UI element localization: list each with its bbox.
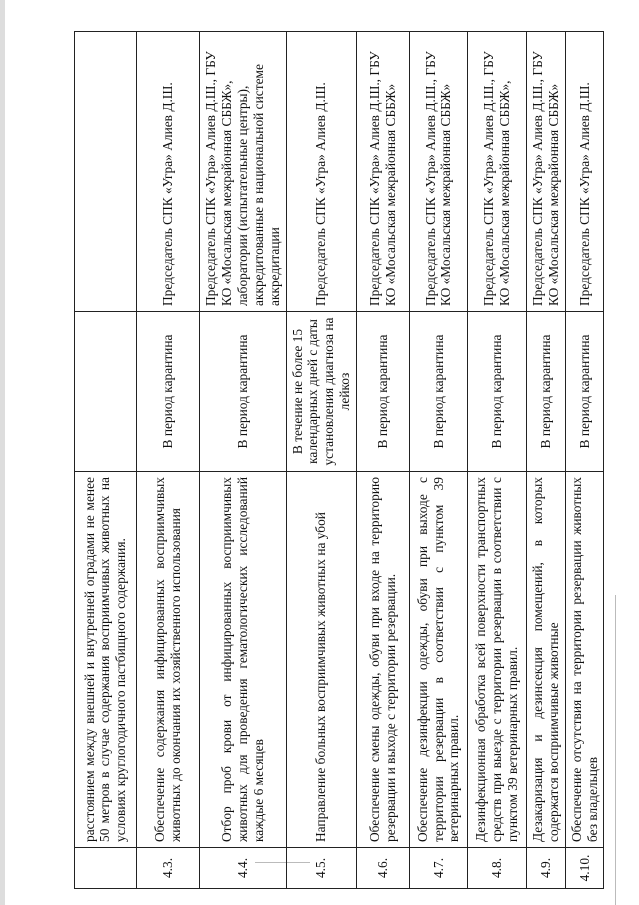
row-responsible: Председатель СПК «Угра» Алиев Д.Ш.: [136, 32, 200, 312]
table-row: [200, 32, 286, 889]
row-action: Обеспечение дезинфекции одежды, обуви при выходе с территории резервации в соответствии с пунктом 39 ветеринарных правил.: [410, 472, 468, 848]
row-responsible: Председатель СПК «Угра» Алиев Д.Ш.: [566, 32, 604, 312]
table-row: [410, 32, 468, 889]
rotated-table-container: [74, 32, 604, 889]
row-action: Направление больных восприимчивых животных на убой: [286, 472, 356, 848]
row-term: В период карантина: [410, 312, 468, 472]
row-action: расстоянием между внешней и внутренней оградами не менее 50 метров в случае содержания восприимчивых животных на условиях круглогодичного пастбищного содержания.: [75, 472, 137, 848]
measures-table: [74, 31, 604, 889]
row-action: Обеспечение отсутствия на территории резервации животных без владельцев: [566, 472, 604, 848]
row-responsible: Председатель СПК «Угра» Алиев Д.Ш., ГБУ КО «Мосальская межрайонная СББЖ»: [527, 32, 566, 312]
row-action: Дезинфекционная обработка всей поверхности транспортных средств при выезде с территории резервации в соответствии с пунктом 39 ветеринарных правил.: [467, 472, 527, 848]
table-row: [566, 32, 604, 889]
row-number: 4.9.: [527, 848, 566, 889]
row-number: 4.6.: [356, 848, 409, 889]
row-term: В период карантина: [527, 312, 566, 472]
row-number: 4.3.: [136, 848, 200, 889]
row-term: В период карантина: [356, 312, 409, 472]
row-number: 4.8.: [467, 848, 527, 889]
row-action: Отбор проб крови от инфицированных восприимчивых животных для проведения гематологических исследований каждые 6 месяцев: [200, 472, 286, 848]
row-responsible: Председатель СПК «Угра» Алиев Д.Ш., ГБУ КО «Мосальская межрайонная СББЖ»,: [467, 32, 527, 312]
row-term: В период карантина: [200, 312, 286, 472]
row-term: В течение не более 15 календарных дней с даты установления диагноза на лейкоз: [286, 312, 356, 472]
scan-edge: [0, 0, 5, 905]
row-responsible: [75, 32, 137, 312]
table-row: [286, 32, 356, 889]
row-responsible: Председатель СПК «Угра» Алиев Д.Ш., ГБУ КО «Мосальская межрайонная СББЖ»: [356, 32, 409, 312]
row-number: 4.4.: [200, 848, 286, 889]
scan-mark: [615, 595, 616, 905]
table-row: [527, 32, 566, 889]
row-term: [75, 312, 137, 472]
row-term: В период карантина: [467, 312, 527, 472]
table-row-continuation: [75, 32, 137, 889]
row-action: Обеспечение смены одежды, обуви при входе на территорию резервации и выходе с территории резервации.: [356, 472, 409, 848]
row-term: В период карантина: [136, 312, 200, 472]
row-action: Обеспечение содержания инфицированных восприимчивых животных до окончания их хозяйственного использования: [136, 472, 200, 848]
row-responsible: Председатель СПК «Угра» Алиев Д.Ш., ГБУ КО «Мосальская межрайонная СББЖ», лаборатории (испытательные центры), аккредитованные в национальной системе аккредитации: [200, 32, 286, 312]
table-row: [136, 32, 200, 889]
row-number: 4.5.: [286, 848, 356, 889]
row-term: В период карантина: [566, 312, 604, 472]
row-number: 4.10.: [566, 848, 604, 889]
row-responsible: Председатель СПК «Угра» Алиев Д.Ш., ГБУ КО «Мосальская межрайонная СББЖ»: [410, 32, 468, 312]
row-number: 4.7.: [410, 848, 468, 889]
table-row: [356, 32, 409, 889]
row-action: Дезакаризация и дезинсекция помещений, в которых содержатся восприимчивые животные: [527, 472, 566, 848]
table-row: [467, 32, 527, 889]
row-number: [75, 848, 137, 889]
row-responsible: Председатель СПК «Угра» Алиев Д.Ш.: [286, 32, 356, 312]
